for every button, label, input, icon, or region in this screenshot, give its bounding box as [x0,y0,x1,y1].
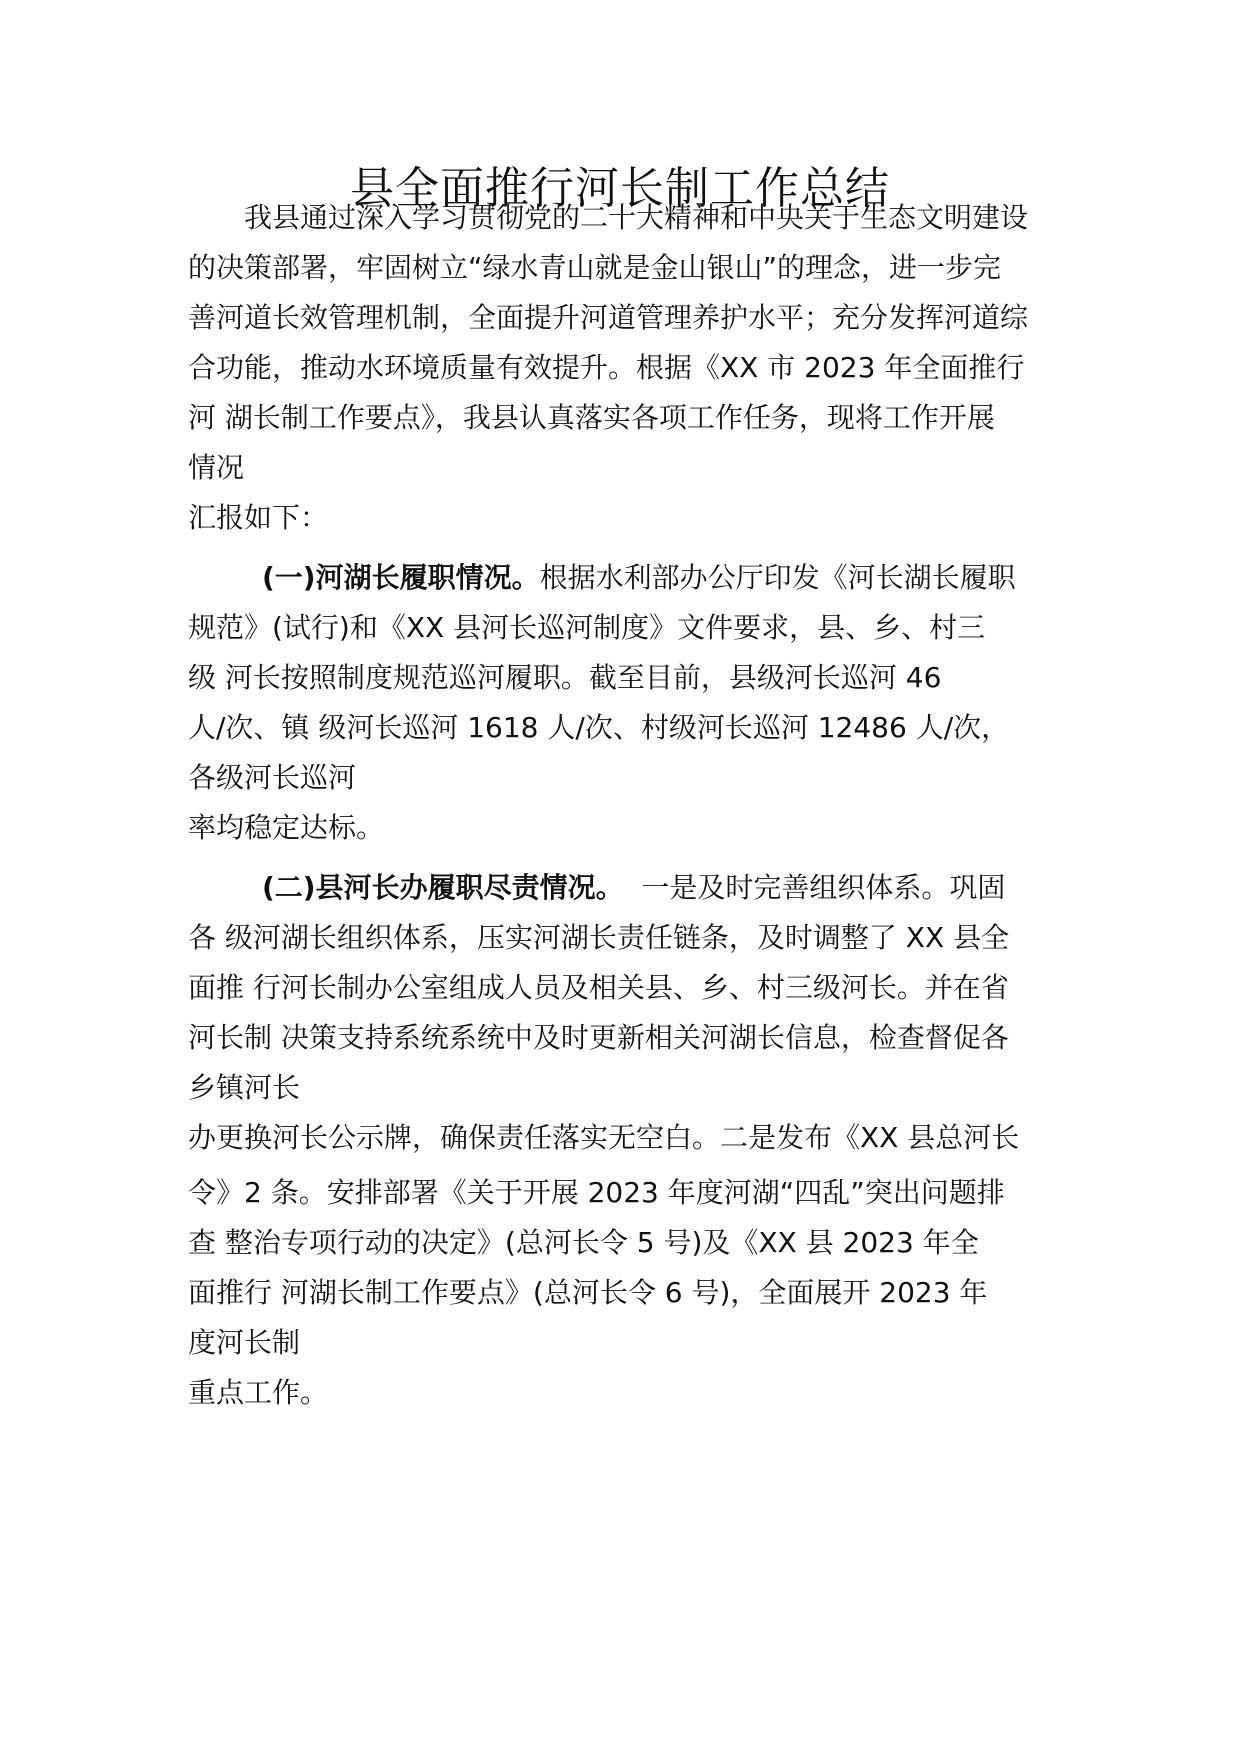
paragraph-line: 面推 行河长制办公室组成人员及相关县、乡、村三级河长。并在省 [188,971,1009,1004]
paragraph-line: 善河道长效管理机制，全面提升河道管理养护水平；充分发挥河道综 [188,301,1029,334]
paragraph-line: 重点工作。 [188,1376,329,1409]
paragraph-line: 河 湖长制工作要点》，我县认真落实各项工作任务，现将工作开展 [188,401,995,434]
paragraph-line: 乡镇河长 [188,1071,301,1104]
paragraph-line: 合功能，推动水环境质量有效提升。根据《XX 市 2023 年全面推行 [188,351,1025,384]
paragraph-line: 情况 [188,451,245,484]
paragraph-line: 各级河长巡河 [188,761,357,794]
paragraph-line: 人/次、镇 级河长巡河 1618 人/次、村级河长巡河 12486 人/次， [188,711,1010,744]
paragraph-line: 级 河长按照制度规范巡河履职。截至目前，县级河长巡河 46 [188,661,942,694]
paragraph-line: 各 级河湖长组织体系，压实河湖长责任链条，及时调整了 XX 县全 [188,921,1010,954]
paragraph-line: 的决策部署，牢固树立“绿水青山就是金山银山”的理念，进一步完 [188,251,1002,284]
paragraph-line: 河长制 决策支持系统系统中及时更新相关河湖长信息，检查督促各 [188,1021,1009,1054]
paragraph-text: 一是及时完善组织体系。巩固 [623,871,1006,904]
paragraph-line: 面推行 河湖长制工作要点》(总河长令 6 号)，全面展开 2023 年 [188,1276,988,1309]
paragraph-line: 办更换河长公示牌，确保责任落实无空白。二是发布《XX 县总河长 [188,1121,1020,1154]
paragraph-line [262,560,1016,596]
paragraph-text: 根据水利部办公厅印发《河长湖长履职 [539,561,1016,594]
paragraph-line: 查 整治专项行动的决定》(总河长令 5 号)及《XX 县 2023 年全 [188,1226,979,1259]
paragraph-line: 我县通过深入学习贯彻党的二十大精神和中央关于生态文明建设 [244,201,1029,234]
section-heading: (一)河湖长履职情况。 [262,561,540,594]
paragraph-line [262,870,1005,906]
paragraph-line: 汇报如下： [188,501,329,534]
paragraph-line: 度河长制 [188,1326,301,1359]
paragraph-line: 率均稳定达标。 [188,811,385,844]
paragraph-line: 规范》(试行)和《XX 县河长巡河制度》文件要求，县、乡、村三 [188,611,986,644]
section-heading: (二)县河长办履职尽责情况。 [262,871,624,904]
paragraph-line: 令》2 条。安排部署《关于开展 2023 年度河湖“四乱”突出问题排 [188,1176,1005,1209]
document-title: 县全面推行河长制工作总结 [350,163,890,214]
